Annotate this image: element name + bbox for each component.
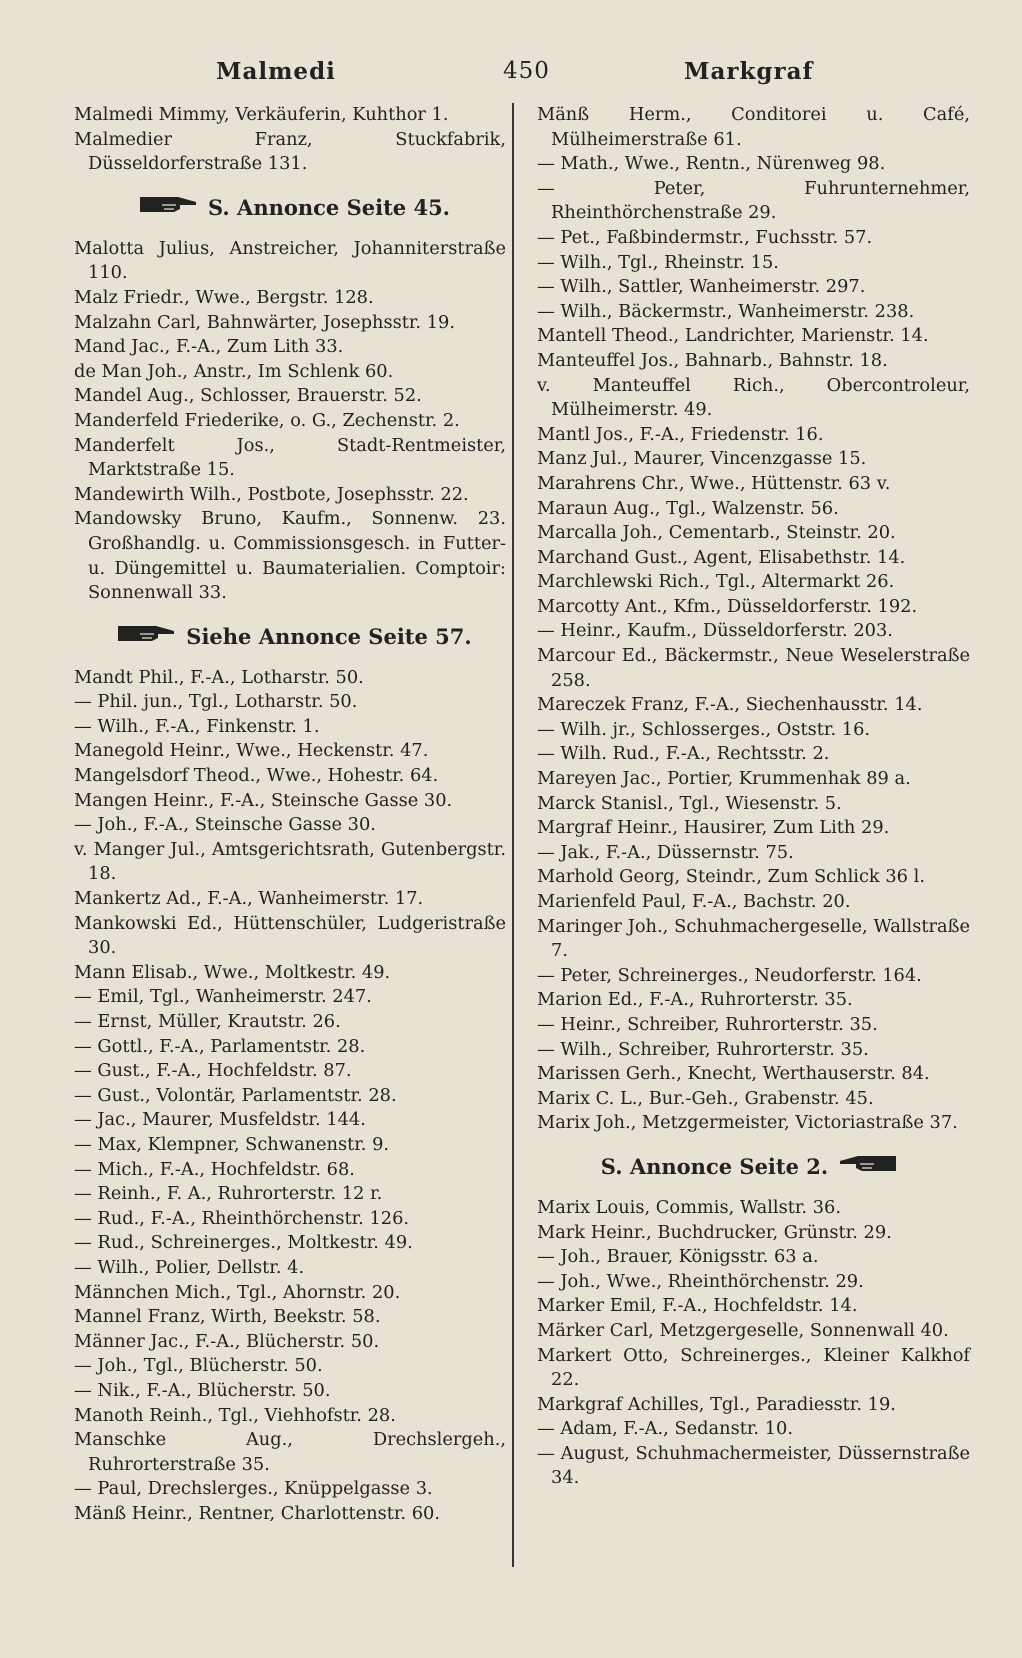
directory-entry: — Gottl., F.-A., Parlamentstr. 28. xyxy=(74,1035,366,1057)
directory-entry: — Heinr., Kaufm., Düsseldorferstr. 203. xyxy=(537,620,893,642)
directory-entry: Marker Emil, F.-A., Hochfeldstr. 14. xyxy=(537,1295,858,1317)
directory-entry: Manderfelt Jos., Stadt-Rentmeister, Marktstraße 15. xyxy=(74,434,506,481)
directory-entry: Marchlewski Rich., Tgl., Altermarkt 26. xyxy=(537,571,895,593)
directory-entry: — Math., Wwe., Rentn., Nürenweg 98. xyxy=(537,153,886,175)
directory-entry: — Pet., Faßbindermstr., Fuchsstr. 57. xyxy=(537,226,873,248)
directory-entry: Malz Friedr., Wwe., Bergstr. 128. xyxy=(74,286,374,308)
directory-entry: Mannel Franz, Wirth, Beekstr. 58. xyxy=(74,1306,381,1328)
directory-entry: Mankowski Ed., Hüttenschüler, Ludgeristraße 30. xyxy=(74,912,506,959)
directory-entry: Malmedier Franz, Stuckfabrik, Düsseldorferstraße 131. xyxy=(74,128,506,175)
directory-entry: Malzahn Carl, Bahnwärter, Josephsstr. 19. xyxy=(74,311,455,333)
directory-entry: Mantl Jos., F.-A., Friedenstr. 16. xyxy=(537,423,824,445)
directory-entry: Marix Joh., Metzgermeister, Victoriastraße 37. xyxy=(537,1112,958,1134)
directory-entry: Manschke Aug., Drechslergeh., Ruhrorterstraße 35. xyxy=(74,1429,506,1475)
annonce-text: S. Annonce Seite 45. xyxy=(207,194,450,220)
directory-entry: Mänß Herm., Conditorei u. Café, Mülheimerstraße 61. xyxy=(537,104,970,150)
directory-entry: Marix C. L., Bur.-Geh., Grabenstr. 45. xyxy=(537,1087,874,1109)
directory-entry: Mandt Phil., F.-A., Lotharstr. 50. xyxy=(74,666,364,688)
directory-entry: — Reinh., F. A., Ruhrorterstr. 12 r. xyxy=(74,1183,383,1205)
directory-entry: Mantell Theod., Landrichter, Marienstr. 14. xyxy=(537,325,929,347)
column-divider xyxy=(512,103,514,1567)
directory-entry: — Wilh., Tgl., Rheinstr. 15. xyxy=(537,251,779,273)
directory-entry: Manoth Reinh., Tgl., Viehhofstr. 28. xyxy=(74,1404,396,1426)
annonce-reference xyxy=(74,185,506,231)
directory-entry: — Mich., F.-A., Hochfeldstr. 68. xyxy=(74,1158,355,1180)
directory-entry: — Paul, Drechslerges., Knüppelgasse 3. xyxy=(74,1478,433,1500)
directory-entry: de Man Joh., Anstr., Im Schlenk 60. xyxy=(74,360,394,382)
directory-entry: — Jac., Maurer, Musfeldstr. 144. xyxy=(74,1109,366,1131)
directory-entry: Maringer Joh., Schuhmachergeselle, Wallstraße 7. xyxy=(537,915,970,962)
directory-entry: — Peter, Fuhrunternehmer, Rheinthörchenstraße 29. xyxy=(537,177,970,224)
directory-entry: — August, Schuhmachermeister, Düssernstraße 34. xyxy=(537,1442,970,1489)
header-left-keyword: Malmedi xyxy=(216,58,336,85)
directory-entry: — Joh., F.-A., Steinsche Gasse 30. xyxy=(74,814,376,836)
directory-entry: Marcalla Joh., Cementarb., Steinstr. 20. xyxy=(537,522,896,544)
directory-entry: — Emil, Tgl., Wanheimerstr. 247. xyxy=(74,986,372,1008)
directory-entry: Maraun Aug., Tgl., Walzenstr. 56. xyxy=(537,497,839,519)
directory-entry: Malmedi Mimmy, Verkäuferin, Kuhthor 1. xyxy=(74,104,449,125)
directory-entry: — Max, Klempner, Schwanenstr. 9. xyxy=(74,1133,390,1155)
directory-entry: Mareczek Franz, F.-A., Siechenhausstr. 14. xyxy=(537,694,923,716)
page-number: 450 xyxy=(503,58,550,84)
directory-entry: Marahrens Chr., Wwe., Hüttenstr. 63 v. xyxy=(537,472,891,494)
directory-entry: Manteuffel Jos., Bahnarb., Bahnstr. 18. xyxy=(537,349,888,371)
directory-entry: — Gust., F.-A., Hochfeldstr. 87. xyxy=(74,1060,352,1082)
directory-entry: — Nik., F.-A., Blücherstr. 50. xyxy=(74,1379,331,1401)
directory-entry: Mangelsdorf Theod., Wwe., Hohestr. 64. xyxy=(74,765,439,787)
directory-entry: Marion Ed., F.-A., Ruhrorterstr. 35. xyxy=(537,989,853,1011)
directory-entry: Mandel Aug., Schlosser, Brauerstr. 52. xyxy=(74,385,422,407)
pointing-hand-icon xyxy=(118,615,176,661)
directory-entry: Männer Jac., F.-A., Blücherstr. 50. xyxy=(74,1330,380,1352)
directory-entry: Marhold Georg, Steindr., Zum Schlick 36 l. xyxy=(537,866,925,888)
directory-entry: Manegold Heinr., Wwe., Heckenstr. 47. xyxy=(74,740,429,762)
directory-entry: Malotta Julius, Anstreicher, Johanniterstraße 110. xyxy=(74,237,506,284)
directory-entry: Marienfeld Paul, F.-A., Bachstr. 20. xyxy=(537,891,851,912)
directory-entry: Manderfeld Friederike, o. G., Zechenstr. 2. xyxy=(74,409,460,431)
directory-entry: Marck Stanisl., Tgl., Wiesenstr. 5. xyxy=(537,792,842,814)
directory-entry: Mareyen Jac., Portier, Krummenhak 89 a. xyxy=(537,768,911,790)
directory-entry: — Wilh., Polier, Dellstr. 4. xyxy=(74,1256,305,1278)
directory-entry: Mandewirth Wilh., Postbote, Josephsstr. 22. xyxy=(74,483,469,505)
directory-entry: Mand Jac., F.-A., Zum Lith 33. xyxy=(74,336,344,358)
directory-entry: Marissen Gerh., Knecht, Werthauserstr. 84. xyxy=(537,1063,930,1085)
directory-entry: Mann Elisab., Wwe., Moltkestr. 49. xyxy=(74,961,391,983)
directory-entry: — Wilh., Sattler, Wanheimerstr. 297. xyxy=(537,276,866,298)
directory-entry: — Wilh., Bäckermstr., Wanheimerstr. 238. xyxy=(537,300,915,322)
directory-entry: Männchen Mich., Tgl., Ahornstr. 20. xyxy=(74,1281,401,1303)
header-right-keyword: Markgraf xyxy=(684,58,814,85)
directory-entry: Marcour Ed., Bäckermstr., Neue Weselerstraße 258. xyxy=(537,645,970,691)
pointing-hand-icon xyxy=(838,1145,896,1191)
annonce-reference xyxy=(537,1144,970,1190)
directory-entry: — Wilh. jr., Schlosserges., Oststr. 16. xyxy=(537,718,871,740)
directory-entry: Manz Jul., Maurer, Vincenzgasse 15. xyxy=(537,448,867,470)
right-column xyxy=(537,103,970,1491)
directory-entry: v. Manger Jul., Amtsgerichtsrath, Gutenbergstr. 18. xyxy=(74,838,506,885)
directory-entry: — Joh., Brauer, Königsstr. 63 a. xyxy=(537,1246,819,1268)
directory-entry: Mark Heinr., Buchdrucker, Grünstr. 29. xyxy=(537,1221,892,1243)
directory-entry: — Phil. jun., Tgl., Lotharstr. 50. xyxy=(74,691,358,713)
directory-entry: Märker Carl, Metzgergeselle, Sonnenwall 40. xyxy=(537,1319,949,1341)
directory-entry: — Joh., Tgl., Blücherstr. 50. xyxy=(74,1355,323,1377)
annonce-reference xyxy=(74,614,506,660)
directory-entry: — Joh., Wwe., Rheinthörchenstr. 29. xyxy=(537,1270,864,1292)
annonce-text: Siehe Annonce Seite 57. xyxy=(186,623,472,649)
directory-entry: — Peter, Schreinerges., Neudorferstr. 164. xyxy=(537,964,922,986)
directory-entry: Mankertz Ad., F.-A., Wanheimerstr. 17. xyxy=(74,888,424,910)
left-column xyxy=(74,103,506,1526)
directory-entry: Mangen Heinr., F.-A., Steinsche Gasse 30. xyxy=(74,789,453,811)
directory-entry: Marix Louis, Commis, Wallstr. 36. xyxy=(537,1196,842,1218)
directory-entry: Markgraf Achilles, Tgl., Paradiesstr. 19. xyxy=(537,1393,896,1415)
directory-entry: Marcotty Ant., Kfm., Düsseldorferstr. 192. xyxy=(537,595,918,617)
directory-entry: Mänß Heinr., Rentner, Charlottenstr. 60. xyxy=(74,1502,441,1524)
directory-entry: — Gust., Volontär, Parlamentstr. 28. xyxy=(74,1084,397,1106)
pointing-hand-icon xyxy=(140,186,198,232)
directory-entry: — Wilh., Schreiber, Ruhrorterstr. 35. xyxy=(537,1038,869,1060)
running-header xyxy=(0,58,1022,98)
directory-entry: Margraf Heinr., Hausirer, Zum Lith 29. xyxy=(537,817,890,839)
directory-entry: — Rud., Schreinerges., Moltkestr. 49. xyxy=(74,1232,413,1254)
directory-entry: v. Manteuffel Rich., Obercontroleur, Mülheimerstr. 49. xyxy=(537,374,970,421)
directory-entry: — Ernst, Müller, Krautstr. 26. xyxy=(74,1011,341,1032)
directory-entry: — Rud., F.-A., Rheinthörchenstr. 126. xyxy=(74,1207,410,1229)
directory-entry: — Heinr., Schreiber, Ruhrorterstr. 35. xyxy=(537,1013,878,1035)
directory-entry: — Adam, F.-A., Sedanstr. 10. xyxy=(537,1418,793,1440)
directory-entry: — Wilh. Rud., F.-A., Rechtsstr. 2. xyxy=(537,743,830,765)
directory-entry: Mandowsky Bruno, Kaufm., Sonnenw. 23. Großhandlg. u. Commissionsgesch. in Futter- u. Düngemittel u. Baumaterialien. Comptoir: Sonnenwall 33. xyxy=(74,508,506,604)
annonce-text: S. Annonce Seite 2. xyxy=(600,1153,829,1179)
directory-entry: Markert Otto, Schreinerges., Kleiner Kalkhof 22. xyxy=(537,1344,970,1391)
directory-entry: — Wilh., F.-A., Finkenstr. 1. xyxy=(74,715,320,737)
directory-entry: Marchand Gust., Agent, Elisabethstr. 14. xyxy=(537,546,906,568)
directory-entry: — Jak., F.-A., Düssernstr. 75. xyxy=(537,841,794,863)
